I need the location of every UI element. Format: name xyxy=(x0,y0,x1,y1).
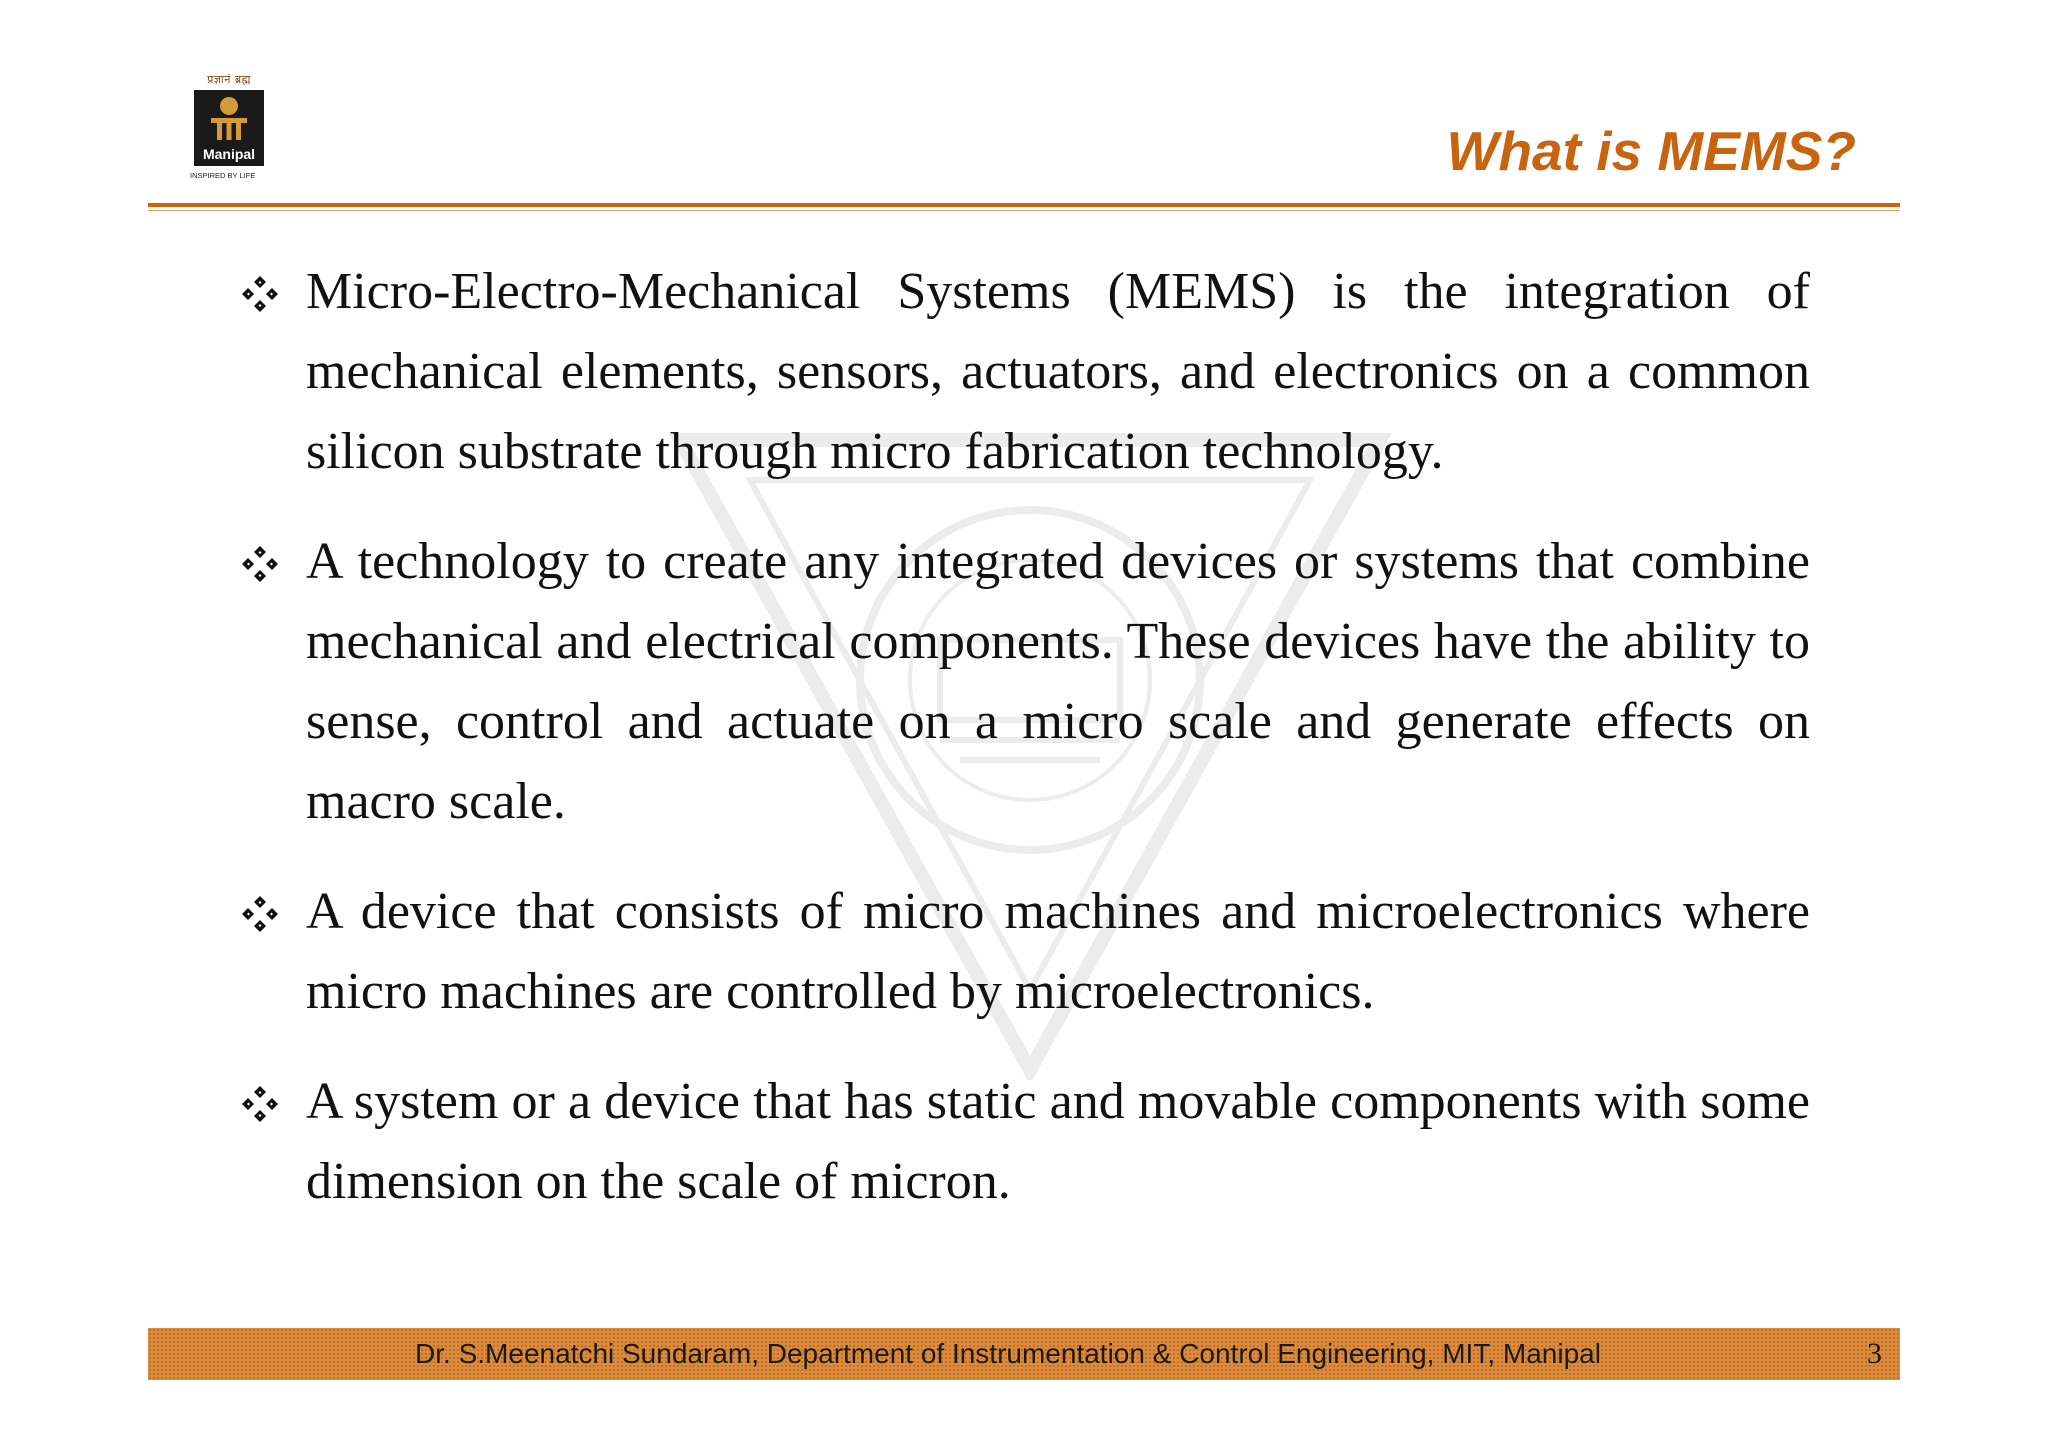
bullet-list xyxy=(240,252,1810,1252)
four-diamond-bullet-icon xyxy=(240,274,280,314)
bullet-item xyxy=(240,522,1810,842)
bullet-item xyxy=(240,252,1810,492)
bullet-text: A device that consists of micro machines and microelectronics where micro machines are controlled by microelectronics. xyxy=(306,883,1810,1020)
logo-tagline: INSPIRED BY LIFE xyxy=(190,171,256,180)
four-diamond-bullet-icon xyxy=(240,1084,280,1124)
four-diamond-bullet-icon xyxy=(240,544,280,584)
header-divider-thin xyxy=(148,210,1900,211)
logo-motto: प्रज्ञानं ब्रह्म xyxy=(207,73,251,86)
footer-bar xyxy=(148,1328,1900,1380)
manipal-logo xyxy=(190,72,268,192)
bullet-text: A system or a device that has static and movable components with some dimension on the scale of micron. xyxy=(306,1073,1810,1210)
header-divider xyxy=(148,203,1900,207)
page-number: 3 xyxy=(1867,1337,1882,1370)
bullet-item xyxy=(240,872,1810,1032)
bullet-text: Micro-Electro-Mechanical Systems (MEMS) is the integration of mechanical elements, sensors, actuators, and electronics on a common silicon substrate through micro fabrication technology. xyxy=(306,263,1810,480)
bullet-item xyxy=(240,1062,1810,1222)
manipal-emblem-icon xyxy=(207,96,251,142)
footer-credit: Dr. S.Meenatchi Sundaram, Department of Instrumentation & Control Engineering, MIT, Manipal xyxy=(415,1338,1601,1369)
four-diamond-bullet-icon xyxy=(240,894,280,934)
slide-title: What is MEMS? xyxy=(1446,120,1856,182)
logo-name: Manipal xyxy=(202,146,256,162)
bullet-text: A technology to create any integrated devices or systems that combine mechanical and electrical components. These devices have the ability to sense, control and actuate on a micro scale and generate effects on macro scale. xyxy=(306,533,1810,830)
logo-box xyxy=(194,90,264,166)
